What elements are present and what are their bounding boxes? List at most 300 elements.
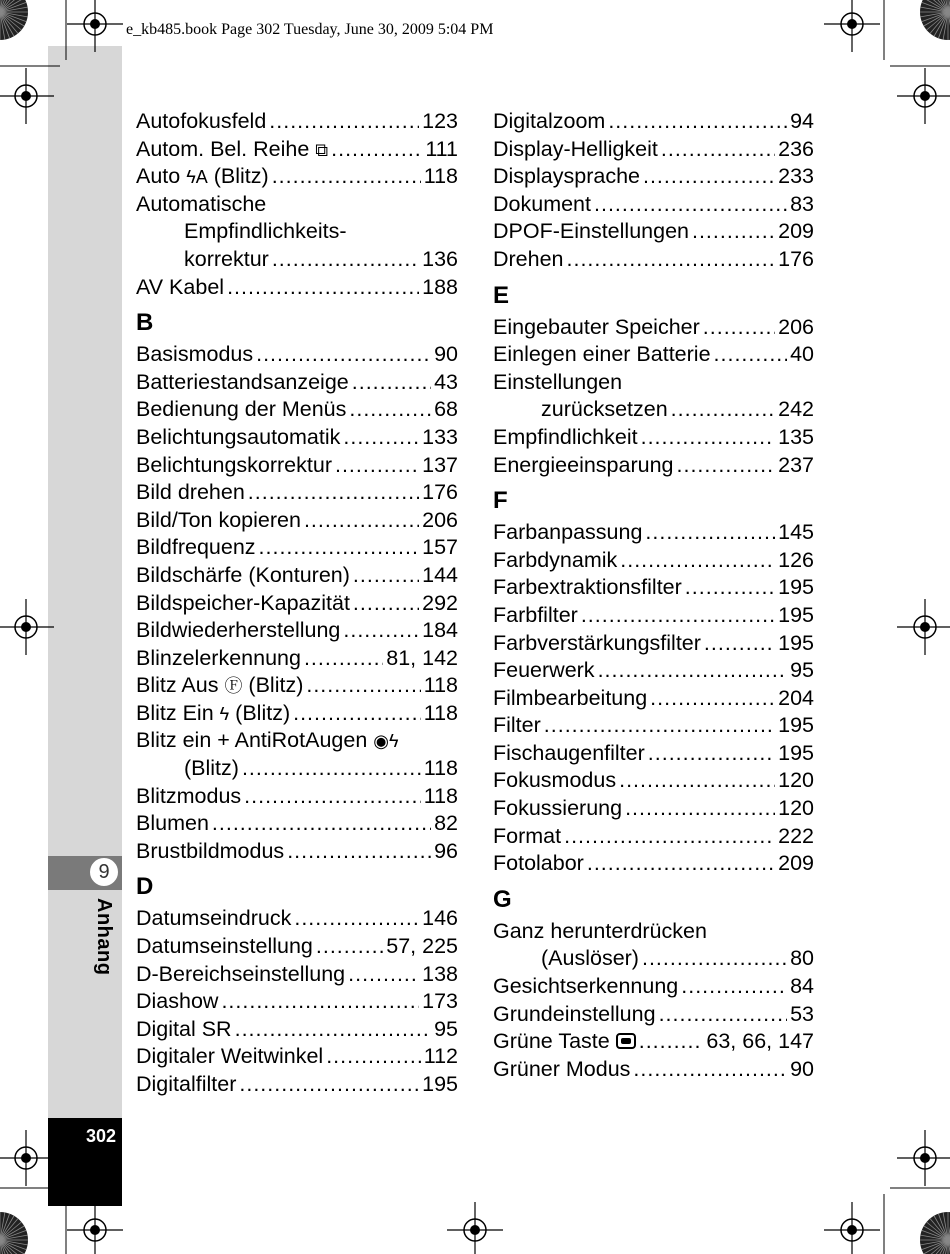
index-entry-page: 195 [778, 602, 814, 627]
index-entry-label: Digitalfilter [136, 1072, 237, 1096]
index-entry-page: 157 [422, 535, 458, 560]
index-entry [493, 740, 814, 768]
star-target-top-right-ray [930, 0, 948, 12]
index-entry [493, 519, 814, 547]
index-entry-label: (Auslöser) [541, 946, 639, 971]
index-leader-dots [685, 574, 775, 602]
registration-mark-1-ring [841, 13, 863, 35]
index-leader-dots [643, 163, 775, 191]
index-entry-label: Digitaler Weitwinkel [136, 1044, 324, 1069]
index-entry-label: Blumen [136, 811, 209, 836]
index-entry [493, 823, 814, 851]
registration-mark-7-ring [914, 1147, 936, 1169]
star-target-bottom-left-ray [0, 1240, 26, 1250]
index-entry [136, 191, 458, 219]
star-target-bottom-right-ray [927, 1222, 948, 1240]
index-entry-label: Energieeinsparung [493, 452, 674, 477]
index-leader-dots [239, 1071, 419, 1099]
index-entry-label: Grundeinstellung [493, 1001, 656, 1026]
index-leader-dots [692, 218, 775, 246]
index-entry-page: 126 [778, 547, 814, 572]
star-target-top-left [0, 0, 28, 40]
star-target-bottom-right-ray [920, 1240, 948, 1245]
index-entry [493, 918, 814, 946]
index-entry-page: 233 [778, 164, 814, 189]
index-leader-dots [677, 452, 776, 480]
index-leader-dots [608, 108, 787, 136]
star-target-bottom-left-ray [0, 1214, 10, 1240]
index-entry [493, 767, 814, 795]
index-leader-dots [353, 590, 419, 618]
index-entry [136, 988, 458, 1016]
index-entry-label: Farbfilter [493, 602, 578, 627]
index-entry-label: Blitzmodus [136, 783, 242, 808]
star-target-top-left-ray [0, 0, 5, 12]
index-entry-label: Gesichtserkennung [493, 974, 679, 999]
index-entry-page: 82 [434, 811, 458, 836]
star-target-top-left-ray [0, 0, 14, 12]
index-entry-label: Bildspeicher-Kapazität [136, 590, 350, 615]
index-leader-dots [269, 108, 419, 136]
index-entry-page: 90 [790, 1056, 814, 1081]
star-target-bottom-left-ray [0, 1240, 5, 1254]
index-entry-page: 136 [422, 246, 458, 271]
index-entry-label: Bedienung der Menüs [136, 397, 347, 422]
index-leader-dots [564, 823, 775, 851]
index-entry [493, 685, 814, 713]
star-target-bottom-right [920, 1212, 950, 1254]
star-target-bottom-right-ray [930, 1240, 948, 1254]
star-target-bottom-left [0, 1212, 28, 1254]
index-leader-dots [348, 961, 419, 989]
index-entry [493, 452, 814, 480]
registration-mark-4-dot [21, 622, 31, 632]
index-entry-page: 137 [422, 452, 458, 477]
star-target-top-right-ray [922, 12, 948, 22]
index-entry-label: Blitz Ein ϟ (Blitz) [136, 700, 290, 729]
index-entry-page: 195 [778, 575, 814, 600]
star-target-top-right-ray [943, 12, 948, 40]
index-leader-dots [714, 341, 788, 369]
index-entry [136, 672, 458, 700]
print-header: e_kb485.book Page 302 Tuesday, June 30, 2009 5:04 PM [126, 21, 494, 38]
index-leader-dots [335, 452, 419, 480]
chapter-label: Anhang [93, 898, 115, 976]
index-entry [136, 246, 458, 274]
star-target-bottom-left-ray [0, 1219, 18, 1240]
index-leader-dots [248, 479, 419, 507]
index-entry-label: Dokument [493, 191, 591, 216]
index-entry [493, 246, 814, 274]
registration-mark-6-dot [21, 1153, 31, 1163]
index-leader-dots [272, 246, 419, 274]
index-entry-page: 83 [790, 191, 814, 216]
index-entry-page: 206 [778, 314, 814, 339]
registration-mark-4-ring [15, 616, 37, 638]
index-entry-page: 242 [778, 397, 814, 422]
index-entry-page: 237 [778, 452, 814, 477]
index-entry-page: 146 [422, 906, 458, 931]
star-target-top-right-ray [934, 0, 948, 12]
index-entry-label: Autofokusfeld [136, 109, 267, 133]
star-target-top-left-ray [0, 12, 5, 40]
index-leader-dots [326, 1043, 421, 1071]
star-target-bottom-right-ray [934, 1216, 948, 1240]
index-leader-dots [343, 424, 419, 452]
redeye-icon: ◉ϟ [373, 731, 399, 752]
star-target-top-left-ray [0, 12, 21, 30]
index-entry-page: 118 [423, 783, 458, 808]
star-target-bottom-left-ray [0, 1240, 10, 1254]
index-entry [136, 108, 458, 136]
index-entry [493, 945, 814, 973]
index-letter-heading: D [136, 873, 154, 901]
index-entry-label: (Blitz) [184, 756, 239, 781]
index-entry [136, 645, 458, 673]
index-entry [493, 574, 814, 602]
index-entry-label: Blitz ein + AntiRotAugen ◉ϟ [136, 727, 399, 756]
index-entry [493, 108, 814, 136]
index-entry [136, 590, 458, 618]
index-entry-label: Display-Helligkeit [493, 136, 658, 161]
star-target-top-right [920, 0, 950, 40]
registration-mark-10-ring [841, 1219, 863, 1241]
index-entry-page: 63, 66, 147 [706, 1029, 814, 1054]
star-target-bottom-right-ray [943, 1240, 948, 1254]
registration-mark-3-ring [914, 85, 936, 107]
index-entry-label: Farbanpassung [493, 520, 643, 545]
star-target-bottom-left-ray [0, 1222, 21, 1240]
index-entry-page: 188 [422, 274, 458, 299]
star-target-bottom-left-ray [0, 1240, 14, 1254]
index-entry-page: 95 [790, 658, 814, 683]
index-entry [136, 396, 458, 424]
index-entry [136, 810, 458, 838]
index-entry [136, 479, 458, 507]
index-entry [493, 218, 814, 246]
index-entry-page: 68 [434, 397, 458, 422]
index-entry-label: Datumseinstellung [136, 934, 313, 959]
registration-mark-8-ring [84, 1219, 106, 1241]
index-leader-dots [645, 519, 775, 547]
index-column-left [136, 108, 458, 1099]
index-leader-dots [256, 341, 431, 369]
flash-on-icon: ϟ [219, 703, 230, 724]
index-entry [136, 507, 458, 535]
index-entry [136, 933, 458, 961]
index-leader-dots [212, 810, 431, 838]
star-target-bottom-left-ray [0, 1230, 26, 1240]
index-entry-label: DPOF-Einstellungen [493, 219, 689, 244]
index-entry-label: Bild drehen [136, 480, 245, 505]
star-target-bottom-left-ray [0, 1216, 14, 1240]
side-strip [48, 46, 122, 1206]
index-entry-page: 118 [423, 164, 458, 189]
index-letter-heading: G [493, 885, 512, 913]
index-entry [493, 136, 814, 164]
star-target-bottom-right-ray [934, 1240, 948, 1254]
index-leader-dots [306, 672, 420, 700]
index-entry-page: 120 [778, 768, 814, 793]
star-target-top-left-ray [0, 0, 24, 12]
index-entry-label: Automatische [136, 191, 267, 216]
index-entry-label: Bildfrequenz [136, 535, 256, 560]
index-leader-dots [703, 314, 775, 342]
index-entry [136, 369, 458, 397]
star-target-top-right-ray [938, 12, 948, 38]
index-entry [136, 424, 458, 452]
index-leader-dots [587, 850, 775, 878]
index-leader-dots [343, 617, 419, 645]
index-entry-page: 96 [434, 838, 458, 863]
star-target-top-right-ray [924, 0, 948, 12]
registration-mark-3-dot [920, 91, 930, 101]
index-entry-label: Fokussierung [493, 796, 623, 821]
star-target-top-right-ray [922, 2, 948, 12]
star-target-top-right-ray [930, 12, 948, 33]
index-entry-page: 90 [434, 342, 458, 367]
index-entry-label: Batteriestandsanzeige [136, 369, 349, 394]
index-entry-page: 176 [422, 480, 458, 505]
index-entry [493, 424, 814, 452]
index-entry [136, 617, 458, 645]
star-target-bottom-left-ray [0, 1240, 18, 1254]
index-leader-dots [620, 547, 775, 575]
star-target-bottom-right-ray [922, 1240, 948, 1250]
index-leader-dots [598, 657, 788, 685]
index-entry-page: 195 [778, 713, 814, 738]
index-entry-label: Farbdynamik [493, 547, 618, 572]
index-entry-label: Blitz Aus Ⓕ (Blitz) [136, 672, 303, 701]
index-entry [493, 1056, 814, 1084]
index-entry-label: Fotolabor [493, 851, 584, 876]
index-entry-label: Belichtungsautomatik [136, 424, 341, 449]
index-entry-label: Format [493, 823, 562, 848]
star-target-bottom-right-ray [930, 1219, 948, 1240]
index-entry-label: Fischaugenfilter [493, 740, 645, 765]
index-entry [136, 341, 458, 369]
index-entry [136, 727, 458, 755]
index-entry-page: 206 [422, 507, 458, 532]
index-entry-label: Filmbearbeitung [493, 685, 648, 710]
index-entry-label: Drehen [493, 246, 564, 271]
index-entry-label: Auto ϟA (Blitz) [136, 163, 269, 192]
index-entry-label: Diashow [136, 989, 219, 1014]
chapter-number: 9 [89, 857, 119, 887]
index-leader-dots [353, 562, 419, 590]
star-target-bottom-left-ray [0, 1240, 28, 1245]
index-entry-page: 120 [778, 796, 814, 821]
index-entry-label: Feuerwerk [493, 658, 595, 683]
index-entry [136, 961, 458, 989]
index-entry-label: Brustbildmodus [136, 838, 285, 863]
index-entry-label: AV Kabel [136, 274, 225, 299]
star-target-top-left-ray [0, 0, 21, 12]
index-entry-page: 123 [422, 109, 458, 133]
star-target-top-left-ray [0, 7, 28, 12]
index-leader-dots [272, 163, 421, 191]
star-target-top-left-ray [0, 2, 26, 12]
index-entry [493, 795, 814, 823]
index-entry-page: 80 [790, 946, 814, 971]
star-target-bottom-right-ray [920, 1235, 948, 1240]
star-target-top-right-ray [924, 12, 948, 26]
index-entry-label: Bild/Ton kopieren [136, 507, 301, 532]
index-leader-dots [639, 1028, 704, 1056]
registration-mark-0-dot [90, 19, 100, 29]
index-entry-page: 222 [778, 823, 814, 848]
index-entry-page: 292 [422, 590, 458, 615]
index-entry-label: Grüne Taste [493, 1028, 636, 1056]
green-button-icon [616, 1033, 636, 1049]
index-column-right [493, 108, 814, 1083]
registration-mark-1-dot [847, 19, 857, 29]
index-entry [493, 163, 814, 191]
index-entry [493, 191, 814, 219]
index-entry-page: 173 [422, 989, 458, 1014]
index-entry [136, 1043, 458, 1071]
star-target-top-right-ray [927, 12, 948, 30]
registration-mark-7-dot [920, 1153, 930, 1163]
registration-mark-2-ring [15, 85, 37, 107]
registration-mark-2-dot [21, 91, 31, 101]
index-entry-label: Einstellungen [493, 369, 623, 394]
index-leader-dots [227, 274, 419, 302]
registration-mark-0-ring [84, 13, 106, 35]
star-target-top-left-ray [0, 12, 24, 26]
index-leader-dots [259, 534, 420, 562]
index-entry-page: 57, 225 [386, 934, 458, 959]
bracket-icon: ⧉ [315, 139, 329, 160]
index-entry-page: 209 [778, 219, 814, 244]
index-entry [493, 1001, 814, 1029]
index-entry-page: 195 [422, 1072, 458, 1096]
index-entry [136, 1071, 458, 1099]
star-target-top-right-ray [920, 12, 948, 17]
star-target-bottom-left-ray [0, 1226, 24, 1240]
index-entry-label: Einlegen einer Batterie [493, 342, 711, 367]
index-leader-dots [304, 645, 383, 673]
index-entry-page: 40 [790, 342, 814, 367]
registration-mark-5-dot [920, 622, 930, 632]
index-leader-dots [681, 973, 787, 1001]
star-target-bottom-left-ray [0, 1235, 28, 1240]
index-entry [493, 973, 814, 1001]
index-entry [136, 1016, 458, 1044]
index-leader-dots [641, 424, 776, 452]
index-leader-dots [304, 507, 419, 535]
index-entry-label: Belichtungskorrektur [136, 452, 332, 477]
index-entry-label: Bildschärfe (Konturen) [136, 562, 350, 587]
index-leader-dots [244, 783, 421, 811]
index-entry [493, 341, 814, 369]
index-entry [493, 369, 814, 397]
index-entry [136, 136, 458, 164]
index-entry-page: 138 [422, 961, 458, 986]
index-leader-dots [661, 136, 775, 164]
index-leader-dots [242, 755, 421, 783]
index-entry-page: 112 [423, 1044, 458, 1069]
index-entry [136, 562, 458, 590]
index-entry-page: 236 [778, 136, 814, 161]
star-target-top-left-ray [0, 0, 10, 12]
star-target-bottom-right-ray [938, 1214, 948, 1240]
page-number: 302 [85, 1126, 116, 1146]
star-target-top-left-ray [0, 12, 26, 22]
index-leader-dots [352, 369, 431, 397]
index-leader-dots [235, 1016, 431, 1044]
index-entry-label: Farbverstärkungsfilter [493, 630, 701, 655]
index-entry [493, 547, 814, 575]
index-entry-page: 195 [778, 740, 814, 765]
star-target-bottom-left-ray [0, 1240, 24, 1254]
index-entry-page: 118 [423, 673, 458, 698]
index-leader-dots [567, 246, 776, 274]
index-leader-dots [287, 838, 431, 866]
star-target-bottom-right-ray [927, 1240, 948, 1254]
index-entry-page: 53 [790, 1001, 814, 1026]
index-leader-dots [633, 1056, 787, 1084]
star-target-top-left-ray [0, 0, 18, 12]
index-entry-label: Eingebauter Speicher [493, 314, 700, 339]
index-leader-dots [331, 136, 422, 164]
index-entry-page: 184 [422, 618, 458, 643]
index-entry-page: 94 [790, 109, 814, 133]
index-entry [136, 700, 458, 728]
index-leader-dots [659, 1001, 788, 1029]
index-entry-page: 204 [778, 685, 814, 710]
index-entry-page: 176 [778, 246, 814, 271]
star-target-top-right-ray [938, 0, 948, 12]
registration-mark-9-dot [470, 1225, 480, 1235]
index-leader-dots [650, 685, 775, 713]
registration-mark-8-dot [90, 1225, 100, 1235]
star-target-bottom-right-ray [938, 1240, 948, 1254]
registration-mark-5-ring [914, 616, 936, 638]
registration-mark-10-dot [847, 1225, 857, 1235]
index-entry [493, 850, 814, 878]
index-entry-page: 111 [425, 136, 458, 161]
index-leader-dots [642, 945, 787, 973]
index-leader-dots [619, 767, 775, 795]
index-entry-page: 145 [778, 520, 814, 545]
index-entry-label: Empfindlichkeit [493, 424, 638, 449]
index-letter-heading: E [493, 281, 510, 309]
index-leader-dots [544, 712, 775, 740]
index-leader-dots [671, 396, 775, 424]
index-leader-dots [704, 630, 775, 658]
star-target-top-right-ray [920, 7, 948, 12]
index-entry [136, 755, 458, 783]
star-target-top-right-ray [943, 0, 948, 12]
index-entry [493, 314, 814, 342]
index-entry-page: 209 [778, 851, 814, 876]
index-entry-label: Autom. Bel. Reihe ⧉ [136, 136, 328, 165]
index-leader-dots [648, 740, 775, 768]
index-entry [493, 712, 814, 740]
index-entry [136, 452, 458, 480]
index-entry [136, 163, 458, 191]
star-target-top-left-ray [0, 12, 10, 38]
index-entry-page: 118 [423, 700, 458, 725]
star-target-bottom-left-ray [0, 1212, 5, 1240]
index-entry-page: 84 [790, 974, 814, 999]
index-leader-dots [293, 700, 421, 728]
index-entry-page: 95 [434, 1016, 458, 1041]
index-leader-dots [625, 795, 775, 823]
star-target-bottom-right-ray [924, 1240, 948, 1254]
index-entry-label: Filter [493, 713, 541, 738]
